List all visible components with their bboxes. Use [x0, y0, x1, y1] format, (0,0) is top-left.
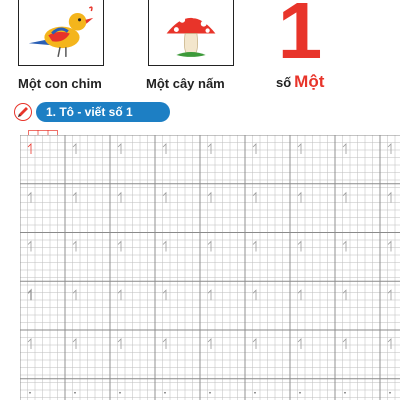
- caption-mushroom: Một cây nấm: [146, 76, 225, 91]
- start-dot: [299, 392, 301, 394]
- start-dot: [74, 392, 76, 394]
- pencil-icon: [14, 103, 32, 121]
- start-dot: [164, 392, 166, 394]
- bird-picture-box: [18, 0, 104, 66]
- caption-number-word: Một: [294, 72, 325, 91]
- section-title: 1. Tô - viết số 1: [36, 102, 170, 122]
- bird-icon: [19, 0, 103, 65]
- caption-number-prefix: số: [276, 75, 292, 90]
- start-dot: [254, 392, 256, 394]
- caption-number: [276, 72, 324, 92]
- mushroom-icon: [149, 0, 233, 65]
- start-dot: [119, 392, 121, 394]
- caption-bird: Một con chim: [18, 76, 102, 91]
- big-number-text: 1: [277, 0, 323, 64]
- start-dot: [29, 392, 31, 394]
- practice-grid[interactable]: [20, 135, 400, 400]
- big-number-one: [270, 0, 330, 64]
- start-dot: [209, 392, 211, 394]
- start-dot: [344, 392, 346, 394]
- start-dot: [389, 392, 391, 394]
- mushroom-picture-box: [148, 0, 234, 66]
